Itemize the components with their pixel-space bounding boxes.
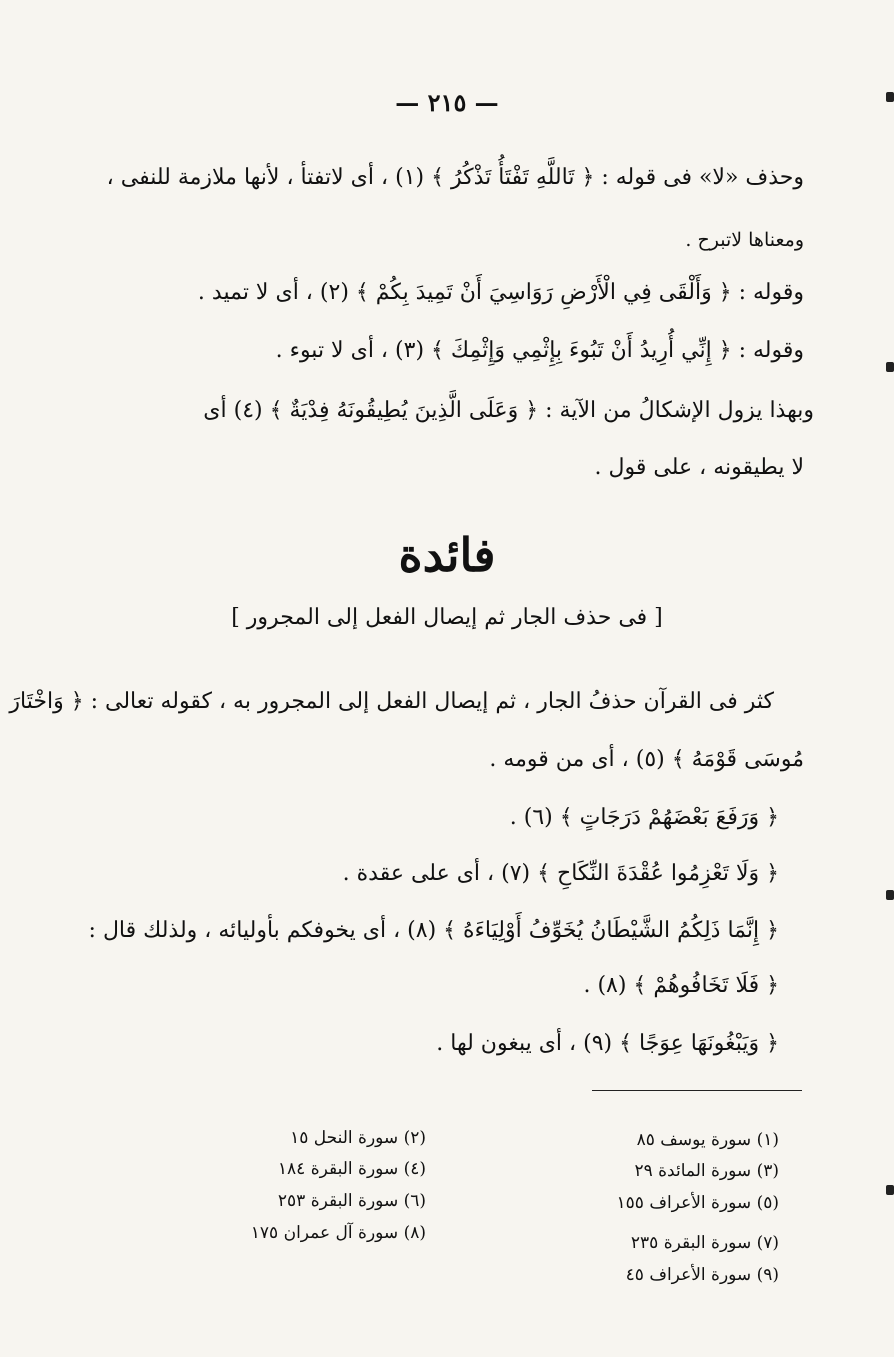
section-line: ﴿ وَلَا تَعْزِمُوا عُقْدَةَ النِّكَاحِ ﴾ (٧) ، أى على عقدة . bbox=[342, 861, 779, 886]
footnote: (٢) سورة النحل ١٥ bbox=[290, 1128, 426, 1148]
footnote: (٦) سورة البقرة ٢٥٣ bbox=[277, 1191, 426, 1211]
footnote: (٣) سورة المائدة ٢٩ bbox=[634, 1161, 779, 1181]
section-line: ﴿ وَيَبْغُونَهَا عِوَجًا ﴾ (٩) ، أى يبغون لها . bbox=[436, 1031, 779, 1056]
footnote-separator bbox=[592, 1090, 802, 1091]
scan-edge-mark bbox=[886, 890, 894, 900]
section-line: ﴿ فَلَا تَخَافُوهُمْ ﴾ (٨) . bbox=[583, 973, 779, 998]
section-line: ﴿ وَرَفَعَ بَعْضَهُمْ دَرَجَاتٍ ﴾ (٦) . bbox=[509, 805, 779, 830]
body-line: وقوله : ﴿ وَأَلْقَى فِي الْأَرْضِ رَوَاسِيَ أَنْ تَمِيدَ بِكُمْ ﴾ (٢) ، أى لا تميد . bbox=[197, 280, 804, 305]
page-number: — ٢١٥ — bbox=[395, 88, 499, 117]
scan-edge-mark bbox=[886, 362, 894, 372]
footnote: (١) سورة يوسف ٨٥ bbox=[636, 1130, 779, 1150]
section-subheading: [ فى حذف الجار ثم إيصال الفعل إلى المجرور ] bbox=[231, 605, 663, 630]
footnote: (٤) سورة البقرة ١٨٤ bbox=[277, 1159, 426, 1179]
scan-edge-mark bbox=[886, 1185, 894, 1195]
footnote: (٥) سورة الأعراف ١٥٥ bbox=[616, 1193, 779, 1213]
section-heading: فائدة bbox=[398, 528, 496, 582]
footnote: (٨) سورة آل عمران ١٧٥ bbox=[250, 1223, 426, 1243]
section-line: مُوسَى قَوْمَهُ ﴾ (٥) ، أى من قومه . bbox=[489, 747, 804, 772]
body-line: وبهذا يزول الإشكالُ من الآية : ﴿ وَعَلَى الَّذِينَ يُطِيقُونَهُ فِدْيَةٌ ﴾ (٤) أى bbox=[203, 398, 814, 423]
body-line: ومعناها لاتبرح . bbox=[685, 229, 804, 251]
scan-edge-mark bbox=[886, 92, 894, 102]
section-line: كثر فى القرآن حذفُ الجار ، ثم إيصال الفعل إلى المجرور به ، كقوله تعالى : ﴿ وَاخْتَارَ bbox=[9, 689, 774, 714]
footnote: (٧) سورة البقرة ٢٣٥ bbox=[630, 1233, 779, 1253]
body-line: لا يطيقونه ، على قول . bbox=[594, 455, 804, 480]
footnote: (٩) سورة الأعراف ٤٥ bbox=[625, 1265, 779, 1285]
body-line: وقوله : ﴿ إِنِّي أُرِيدُ أَنْ تَبُوءَ بِإِثْمِي وَإِثْمِكَ ﴾ (٣) ، أى لا تبوء . bbox=[275, 338, 804, 363]
section-line: ﴿ إِنَّمَا ذَلِكُمُ الشَّيْطَانُ يُخَوِّفُ أَوْلِيَاءَهُ ﴾ (٨) ، أى يخوفكم بأوليائه ، ولذلك قال : bbox=[88, 918, 779, 943]
body-line: وحذف «لا» فى قوله : ﴿ تَاللَّهِ تَفْتَأُ تَذْكُرُ ﴾ (١) ، أى لاتفتأ ، لأنها ملازمة للنفى ، bbox=[106, 165, 804, 190]
